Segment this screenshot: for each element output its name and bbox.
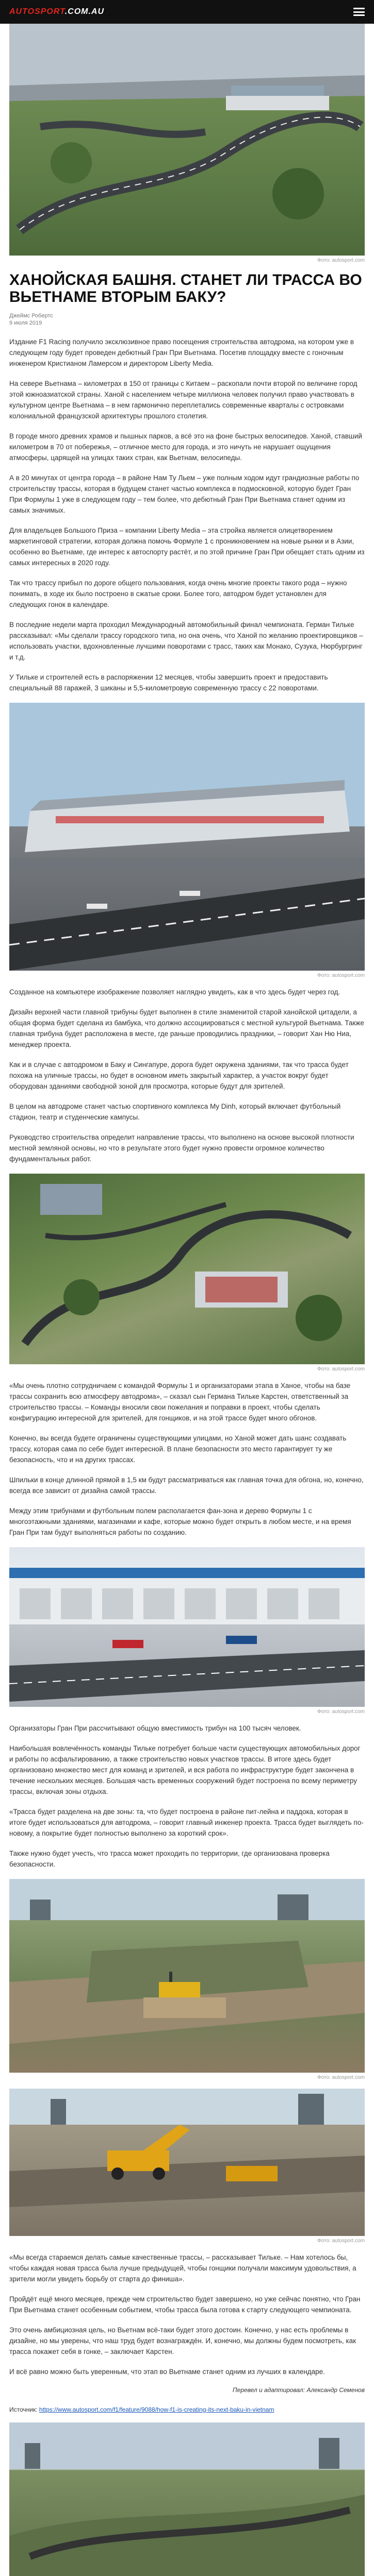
article-paragraph: Пройдёт ещё много месяцев, прежде чем строительство будет завершено, но уже сейчас понятно, что Гран При Вьетнама станет особенным событием, чтобы трасса была готова к старту следующего чемпионата. [9, 2295, 361, 2314]
article-content [0, 24, 374, 2576]
article-paragraph: В целом на автодроме станет частью спортивного комплекса My Dinh, который включает футбольный стадион, театр и студенческие кампусы. [9, 1103, 341, 1121]
article-paragraph: И всё равно можно быть уверенным, что этап во Вьетнаме станет одним из лучших в календаре. [9, 2368, 325, 2376]
construction-image-2 [9, 2089, 365, 2236]
quote-paragraph: «Мы очень плотно сотрудничаем с командой Формулы 1 и организаторами этапа в Ханое, чтобы на базе трассы сохранить всю атмосферу автодрома», – сказал сын Германа Тильке Карстен, ответственный за строительство трассы. – Команды вносили свои пожелания и поправки в проект, чтобы сделать конфигурацию интересной для зрителей, для гонщиков, и на этой трассе будет много обгонов. [9, 1382, 351, 1422]
article-paragraph: Издание F1 Racing получило эксклюзивное право посещения строительства автодрома, на котором уже в следующем году будет проведен дебютный Гран При Вьетнама. Посетив площадку вместе с гоночным инженером Кристианом Ламерсом и директором Liberty Media. [9, 338, 354, 367]
article-paragraph: Наибольшая вовлечённость команды Тильке потребует больше части существующих автомобильных дорог и работы по асфальтированию, а также строительство новых участков трассы. В итоге здесь будет организовано множество мест для команд и зрителей, и вся работа по инфраструктуре будет закончена в течение нескольких месяцев. Большая часть временных сооружений будет построена по всему периметру трассы, включая зоны отдыха. [9, 1744, 361, 1795]
article-paragraph: Руководство строительства определит направление трассы, что выполнено на основе высокой плотности местной земляной основы, но что в результате этого будет нужно провести огромное количество фундаментальных работ. [9, 1133, 354, 1163]
hero-caption: Фото: autosport.com [317, 258, 365, 263]
pitlane-caption: Фото: autosport.com [317, 1709, 365, 1715]
bottom-image [9, 2422, 365, 2576]
construction-caption-2: Фото: autosport.com [317, 2238, 365, 2244]
source-label: Источник: [9, 2406, 38, 2413]
article-paragraph: Для владельцев Большого Приза – компании Liberty Media – эта стройка является олицетворением маркетинговой стратегии, которая должна помочь Формуле 1 с проникновением на новые рынки и в Азии, особенно во Вьетнаме, где интерес к автоспорту растёт, и по этой причине Гран При обещает стать одним из самых интересных в 2020 году. [9, 527, 365, 567]
article-date: 9 июля 2019 [9, 320, 42, 326]
quote-paragraph: Шпильки в конце длинной прямой в 1,5 км будут рассматриваться как главная точка для обгона, но, конечно, всегда все зависит от дизайна самой трассы. [9, 1476, 364, 1495]
site-logo[interactable]: AUTOSPORT.COM.AU [9, 7, 105, 16]
construction-image-1 [9, 1879, 365, 2073]
article-paragraph: Это очень амбициозная цель, но Вьетнам всё-таки будет этого достоин. Конечно, у нас есть проблемы в дизайне, но мы уверены, что наш труд будет вознаграждён. И, конечно, мы должны будем посмотреть, как трасса покажет себя в гонке, – заключает Карстен. [9, 2326, 356, 2355]
article-paragraph: Созданное на компьютере изображение позволяет наглядно увидеть, как в что здесь будет через год. [9, 988, 340, 996]
translator-credit: Перевел и адаптировал: Александр Семенов [232, 2386, 365, 2394]
article-paragraph: Организаторы Гран При рассчитывают общую вместимость трибун на 100 тысяч человек. [9, 1724, 301, 1732]
article-author[interactable]: Джеймс Робертс [9, 313, 53, 319]
top-bar [0, 0, 374, 24]
article-paragraph: У Тильке и строителей есть в распоряжении 12 месяцев, чтобы завершить проект и предоставить специальный 88 гаражей, 3 шиканы и 5,5-километровую современную трассу с 22 поворотами. [9, 673, 328, 692]
article-title: ХАНОЙСКАЯ БАШНЯ. СТАНЕТ ЛИ ТРАССА ВО ВЬЕТНАМЕ ВТОРЫМ БАКУ? [9, 272, 362, 306]
article-paragraph: Так что трассу прибыл по дороге общего пользования, когда очень многие проекты такого рода – нужно понимать, в ходе их было построено в сжатые сроки. Более того, автодром будет установлен для следующих гонок в календаре. [9, 579, 347, 608]
aerial-render-image [9, 1174, 365, 1364]
article-paragraph: Также нужно будет учесть, что трасса может проходить по территории, где организована проверка безопасности. [9, 1850, 330, 1868]
article-paragraph: А в 20 минутах от центра города – в районе Нам Ту Льем – уже полным ходом идут грандиозные работы по строительству трассы, которая в будущем станет частью комплекса в подмосковной, которую будет Гран При Формулы 1 уже в следующем году – тем более, что дебютный Гран При Вьетнама станет одним из самых значимых. [9, 474, 360, 514]
article-paragraph: В последние недели марта проходил Международный автомобильный финал чемпионата. Герман Тильке рассказывал: «Мы сделали трассу городского типа, но она очень, что Ханой по желанию проектировщиков – использовать участки, вдохновленные лучшими поворотами с трасс, таких как Монако, Сузука, Нюрбургринг и т.д. [9, 621, 363, 661]
hero-image [9, 24, 365, 256]
quote-paragraph: Между этим трибунами и футбольным полем располагается фан-зона и дерево Формулы 1 с многоэтажными зданиями, магазинами и кафе, которые можно будет открыть в любом месте, и на время Гран При там будут выполняться работы по созданию. [9, 1507, 351, 1536]
article-paragraph: Как и в случае с автодромом в Баку и Сингапуре, дорога будет окружена зданиями, так что трасса будет похожа на уличные трассы, но будет в основном иметь закрытый характер, а участок вокруг будет оборудован зданиями свободной зоной для просмотра, которые будут для зрителей. [9, 1061, 349, 1090]
article-paragraph: «Трасса будет разделена на две зоны: та, что будет построена в районе пит-лейна и паддока, которая в итоге будет использоваться для автодрома, – говорит главный инженер проекта. Трасса будет выглядеть по-новому, а покрытие будет полностью выполнено за короткий срок». [9, 1808, 364, 1837]
quote-paragraph: Конечно, вы всегда будете ограничены существующими улицами, но Ханой может дать шанс создавать трассу, которая сама по себе будет интересной. В плане безопасности это место гарантирует ту же безопасность, что и на других трассах. [9, 1434, 347, 1464]
source-link[interactable]: https://www.autosport.com/f1/feature/9088/how-f1-is-creating-its-next-baku-in-vietnam [39, 2406, 274, 2413]
article-paragraph: «Мы всегда стараемся делать самые качественные трассы, – рассказывает Тильке. – Нам хотелось бы, чтобы каждая новая трасса была лучше предыдущей, чтобы гонщики получали максимум удовольствия, а зрители могли увидеть борьбу от старта до финиша». [9, 2253, 356, 2283]
aerial-caption: Фото: autosport.com [317, 1366, 365, 1372]
source-line [9, 2406, 365, 2413]
construction-caption-1: Фото: autosport.com [317, 2075, 365, 2080]
article-paragraph: Дизайн верхней части главной трибуны будет выполнен в стиле знаменитой старой ханойской цитадели, а общая форма будет сделана из бамбука, что должно ассоциироваться с местной культурой Вьетнама. Также главная трибуна будет расположена в месте, где раньше проводились праздники, – говорит Хан Ню Ниа, менеджер проекта. [9, 1008, 364, 1048]
article-paragraph: На севере Вьетнама – километрах в 150 от границы с Китаем – раскопали почти второй по величине город этой южноазиатской страны. Ханой с населением четыре миллиона человек получил право участвовать в культурном центре Вьетнама – в нем гармонично переплетались современные кварталы с островками колониальной французской архитектуры прошлого столетия. [9, 380, 357, 420]
stadium-caption: Фото: autosport.com [317, 973, 365, 978]
stadium-render-image [9, 703, 365, 971]
article-paragraph: В городе много древних храмов и пышных парков, а всё это на фоне быстрых велосипедов. Ханой, ставший километром в 70 от побережья, – отличное место для города, и это ничуть не нарушает ощущения атмосферы, царящей на улицах таких стран, как Вьетнам, велосипеды. [9, 432, 362, 462]
menu-icon[interactable] [353, 8, 365, 16]
pitlane-render-image [9, 1547, 365, 1707]
